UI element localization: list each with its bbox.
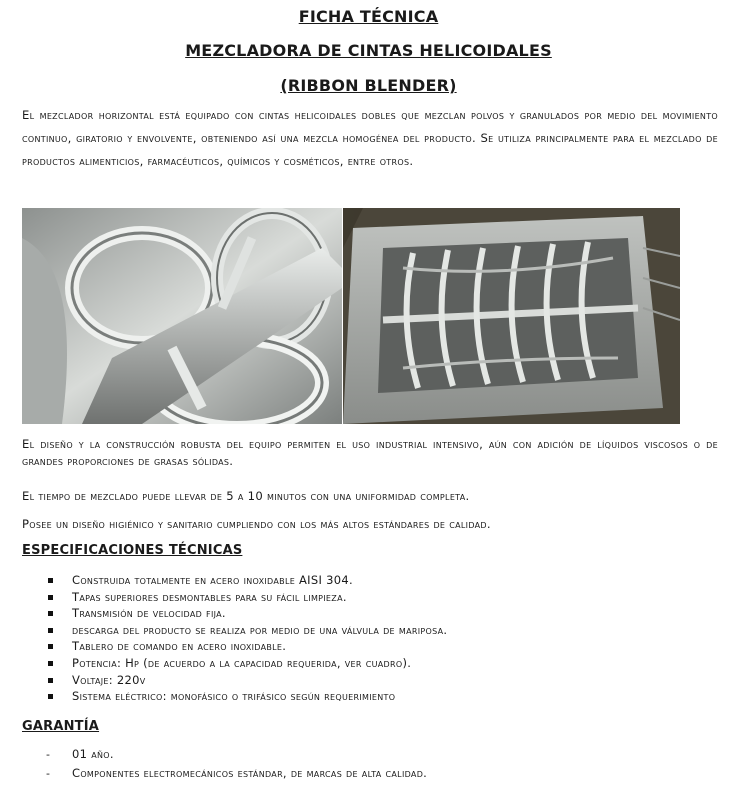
- bullet-icon: [48, 595, 53, 600]
- specs-list: [22, 572, 447, 705]
- mixing-time-paragraph: El tiempo de mezclado puede llevar de 5 a 10 minutos con una uniformidad completa.: [22, 489, 470, 503]
- bullet-icon: [48, 628, 53, 633]
- bullet-icon: [48, 661, 53, 666]
- intro-paragraph: El mezclador horizontal está equipado con cintas helicoidales dobles que mezclan polvos y granulados por medio del movimiento continuo, giratorio y envolvente, obteniendo así una mezcla homogénea del producto. Se utiliza principalmente para el mezclado de productos alimenticios, farmacéuticos, químicos y cosméticos, entre otros.: [22, 108, 718, 168]
- dash-icon: -: [46, 767, 51, 780]
- page-title: FICHA TÉCNICA: [298, 7, 439, 26]
- list-item: - 01 año.: [22, 745, 427, 764]
- product-subtitle: (RIBBON BLENDER): [280, 76, 457, 95]
- list-item: Tapas superiores desmontables para su fácil limpieza.: [22, 589, 447, 606]
- specs-heading: ESPECIFICACIONES TÉCNICAS: [22, 543, 243, 558]
- list-item: - Componentes electromecánicos estándar, de marcas de alta calidad.: [22, 764, 427, 783]
- bullet-icon: [48, 694, 53, 699]
- design-paragraph: El diseño y la construcción robusta del equipo permiten el uso industrial intensivo, aún con adición de líquidos viscosos o de grandes proporciones de grasas sólidas.: [22, 437, 718, 468]
- bullet-icon: [48, 611, 53, 616]
- ribbon-trough-photo: [343, 208, 680, 424]
- bullet-icon: [48, 644, 53, 649]
- hygiene-paragraph: Posee un diseño higiénico y sanitario cumpliendo con los más altos estándares de calidad.: [22, 517, 491, 531]
- warranty-list: [22, 745, 427, 783]
- dash-icon: -: [46, 748, 51, 761]
- warranty-heading: GARANTÍA: [22, 719, 100, 734]
- bullet-icon: [48, 578, 53, 583]
- list-item: descarga del producto se realiza por medio de una válvula de mariposa.: [22, 622, 447, 639]
- ribbon-closeup-photo: [22, 208, 342, 424]
- list-item: Transmisión de velocidad fija.: [22, 605, 447, 622]
- list-item: Sistema eléctrico: monofásico o trifásico según requerimiento: [22, 688, 447, 705]
- list-item: Construida totalmente en acero inoxidable AISI 304.: [22, 572, 447, 589]
- list-item: Tablero de comando en acero inoxidable.: [22, 638, 447, 655]
- product-title: MEZCLADORA DE CINTAS HELICOIDALES: [185, 41, 552, 60]
- bullet-icon: [48, 678, 53, 683]
- list-item: Voltaje: 220v: [22, 672, 447, 689]
- list-item: Potencia: Hp (de acuerdo a la capacidad requerida, ver cuadro).: [22, 655, 447, 672]
